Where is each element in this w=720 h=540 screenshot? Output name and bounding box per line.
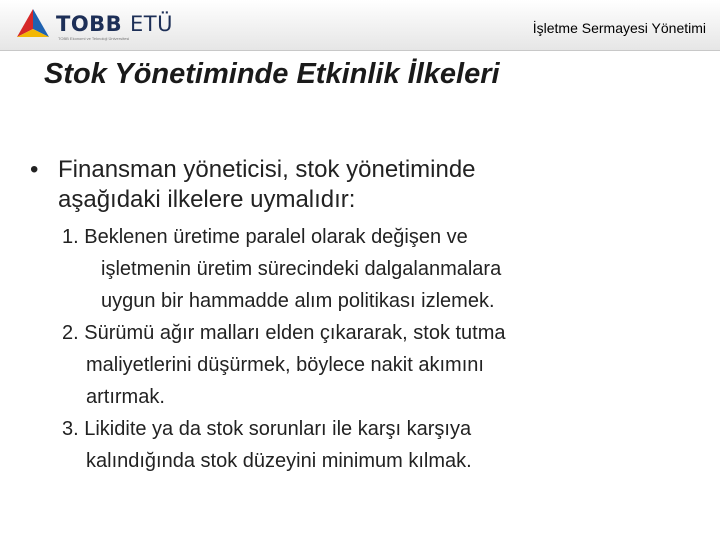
- list-item-line: 1. Beklenen üretime paralel olarak değişen ve: [62, 226, 468, 248]
- bullet-line: Finansman yöneticisi, stok yönetiminde: [58, 156, 476, 183]
- slide-body: [30, 155, 670, 477]
- list-item-line: maliyetlerini düşürmek, böylece nakit akımını: [86, 354, 484, 376]
- logo-tagline: TOBB Ekonomi ve Teknoloji Üniversitesi: [58, 36, 130, 41]
- list-item-line: uygun bir hammadde alım politikası izlemek.: [101, 290, 495, 312]
- bullet-line: aşağıdaki ilkelere uymalıdır:: [58, 186, 356, 213]
- logo-mark-icon: [14, 6, 52, 44]
- slide-header: [0, 0, 720, 51]
- logo-brand-suffix: ETÜ: [130, 12, 173, 36]
- bullet-point: [30, 155, 670, 215]
- principles-list: [30, 221, 670, 477]
- slide-title: Stok Yönetiminde Etkinlik İlkeleri: [44, 58, 500, 90]
- list-item: [30, 413, 670, 477]
- list-item: [30, 317, 670, 413]
- list-item-line: 3. Likidite ya da stok sorunları ile karşı karşıya: [62, 418, 472, 440]
- tobb-etu-logo: [14, 6, 174, 46]
- header-title: İşletme Sermayesi Yönetimi: [532, 20, 706, 36]
- bullet-dot-icon: •: [30, 156, 39, 183]
- logo-brand: TOBB: [56, 12, 123, 36]
- list-item-line: kalındığında stok düzeyini minimum kılmak.: [86, 450, 472, 472]
- bullet-text: [58, 155, 476, 215]
- list-item-line: işletmenin üretim sürecindeki dalgalanmalara: [101, 258, 502, 280]
- logo-text: [56, 12, 173, 36]
- list-item-line: artırmak.: [86, 386, 165, 408]
- list-item: [30, 221, 670, 317]
- list-item-line: 2. Sürümü ağır malları elden çıkararak, stok tutma: [62, 322, 506, 344]
